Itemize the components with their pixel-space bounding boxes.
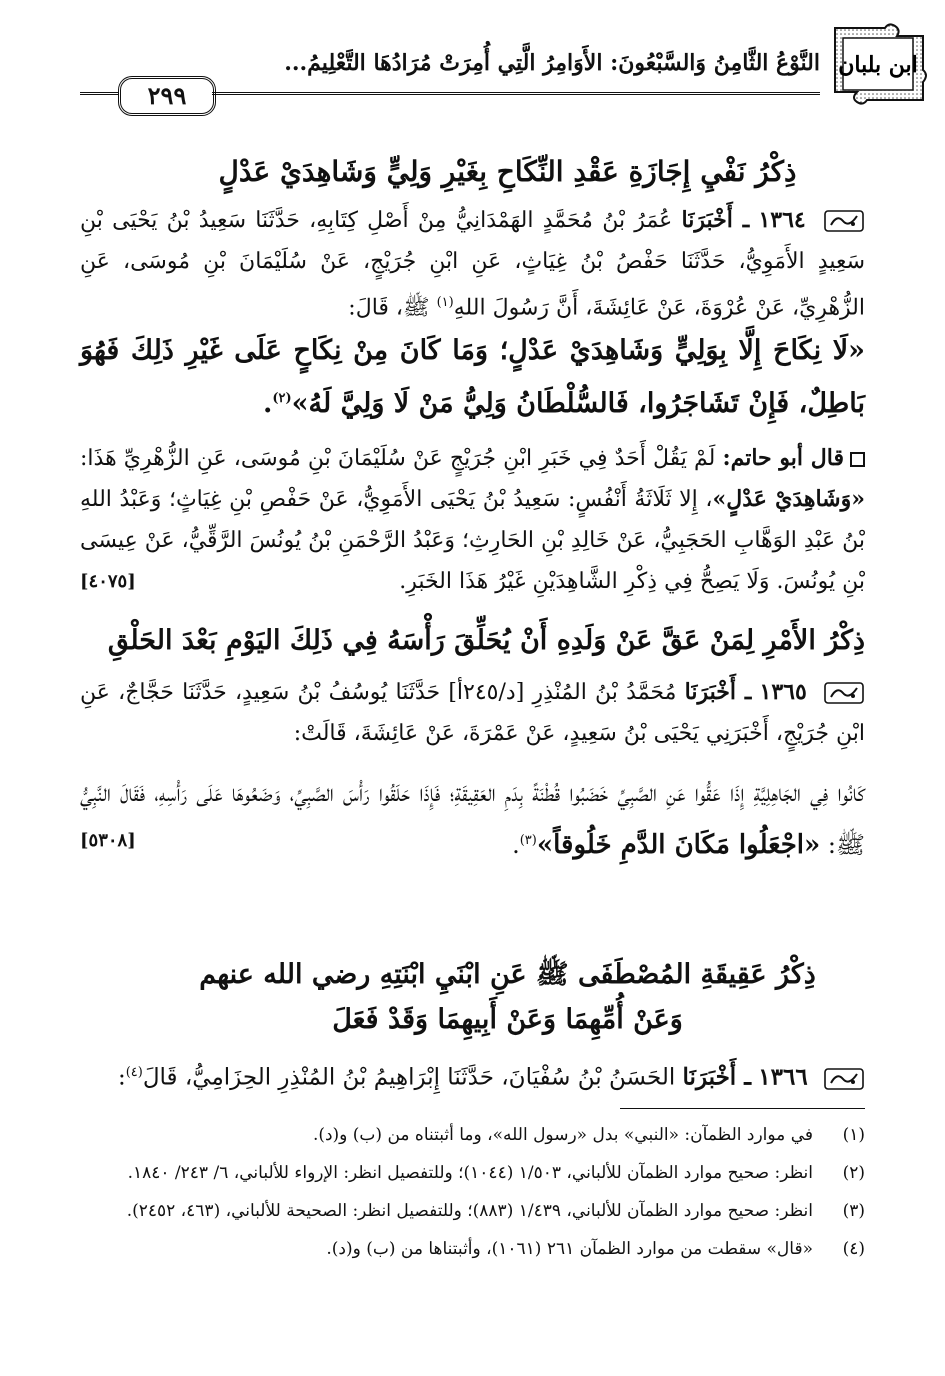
commentary-text-1: لَمْ يَقُلْ أَحَدٌ فِي خَبَرِ ابْنِ جُرَيْجٍ عَنْ سُلَيْمَانَ بْنِ مُوسَى، عَنِ الزُّهْرِيِّ هَذَا: bbox=[80, 446, 723, 471]
chapter-heading-line: ذِكْرُ نَفْيِ إِجَازَةِ عَقْدِ النِّكَاحِ بِغَيْرِ وَلِيٍّ وَشَاهِدَيْ عَدْلٍ bbox=[218, 155, 797, 188]
isnad-text: عُمَرُ بْنُ مُحَمَّدٍ الهَمْدَانِيُّ مِنْ أَصْلِ كِتَابِهِ، حَدَّثَنَا سَعِيدُ بْنُ يَحْيَى بْنِ سَعِيدٍ الأَمَوِيُّ، حَدَّثَنَا حَفْصُ بْنُ غِيَاثٍ، عَنِ ابْنِ جُرَيْجٍ، عَنْ سُلَيْمَانَ بْنِ مُوسَى، عَنِ الزُّهْرِيِّ، عَنْ عُرْوَةَ، عَنْ عَائِشَةَ، أَنَّ رَسُولَ اللهِ bbox=[80, 208, 865, 321]
corner-label: ابن بلبان bbox=[838, 52, 918, 78]
footnotes bbox=[80, 1120, 865, 1272]
hadith-narration: ١٣٦٦ ـ أَخْبَرَنَا الحَسَنُ بْنُ سُفْيَانَ، حَدَّثَنَا إِبْرَاهِيمُ بْنُ المُنْذِرِ الحِزَامِيُّ، قَالَ$^{(٤)}$: bbox=[80, 1052, 865, 1099]
hadith-number: ١٣٦٦ bbox=[758, 1063, 808, 1091]
footnote bbox=[80, 1158, 865, 1188]
footnote-text: انظر: صحيح موارد الظمآن للألباني، ١/٥٠٣ (١٠٤٤)؛ وللتفصيل انظر: الإرواء للألباني، ٦/ ٢٤٣/ ١٨٤٠. bbox=[127, 1163, 813, 1183]
commentary-speaker: قال أبو حاتم: bbox=[722, 445, 845, 471]
hadith-body bbox=[80, 770, 865, 869]
commentary bbox=[80, 438, 865, 602]
hadith-matn bbox=[80, 327, 865, 428]
chapter-heading bbox=[150, 152, 865, 191]
page-number: ٢٩٩ bbox=[118, 76, 216, 116]
square-bullet-icon bbox=[850, 452, 865, 467]
isnad-text: مُحَمَّدُ بْنُ المُنْذِرِ [د/٢٤٥أ] حَدَّثَنَا يُوسُفُ بْنُ سَعِيدٍ، حَدَّثَنَا حَجَّاجٌ، عَنِ ابْنِ جُرَيْجٍ، أَخْبَرَنِي يَحْيَى بْنُ سَعِيدٍ، عَنْ عَمْرَةَ، عَنْ عَائِشَةَ، قَالَتْ: bbox=[80, 680, 865, 746]
hadith-marker-icon bbox=[823, 680, 865, 706]
body-text: كَانُوا فِي الجَاهِلِيَّةِ إِذَا عَقُّوا عَنِ الصَّبِيِّ خَضَبُوا قُطْنَةً بِدَمِ العَقِيقَةِ؛ فَإِذَا حَلَقُوا رَأْسَ الصَّبِيِّ، وَضَعُوهَا عَلَى رَأْسِهِ، فَقَالَ النَّبِيُّ ﷺ: bbox=[80, 779, 866, 859]
chapter-heading bbox=[150, 952, 865, 1042]
hadith-number: ١٣٦٥ bbox=[759, 679, 807, 705]
body-quote: «اجْعَلُوا مَكَانَ الدَّمِ خَلُوقاً» bbox=[536, 830, 821, 860]
footnote-text: «قال» سقطت من موارد الظمآن ٢٦١ (١٠٦١)، وأثبتناها من (ب) و(د). bbox=[326, 1239, 813, 1259]
footnote-number: (٣) bbox=[842, 1201, 865, 1221]
footnote-marker: (٢) bbox=[272, 391, 292, 406]
footnote bbox=[80, 1120, 865, 1150]
footnote-text: في موارد الظمآن: «النبي» بدل «رسول الله»، وما أثبتناه من (ب) و(د). bbox=[312, 1125, 813, 1145]
footnote-text: انظر: صحيح موارد الظمآن للألباني، ١/٤٣٩ (٨٨٣)؛ وللتفصيل انظر: الصحيحة للألباني، (٤٦٣، ٢٤٥٢). bbox=[126, 1201, 813, 1221]
hadith-number: ١٣٦٤ bbox=[758, 207, 806, 233]
footnote-separator bbox=[620, 1108, 865, 1109]
isnad-end: : bbox=[117, 1064, 126, 1091]
footnote bbox=[80, 1196, 865, 1226]
hadith-narration: ١٣٦٤ ـ أَخْبَرَنَا عُمَرُ بْنُ مُحَمَّدٍ الهَمْدَانِيُّ مِنْ أَصْلِ كِتَابِهِ، حَدَّثَنَا سَعِيدُ بْنُ يَحْيَى بْنِ سَعِيدٍ الأَمَوِيُّ، حَدَّثَنَا حَفْصُ بْنُ غِيَاثٍ، عَنِ ابْنِ جُرَيْجٍ، عَنْ سُلَيْمَانَ بْنِ مُوسَى، عَنِ الزُّهْرِيِّ، عَنْ عُرْوَةَ، عَنْ عَائِشَةَ، أَنَّ رَسُولَ اللهِ$^{(١)}$ ﷺ، قَالَ: bbox=[80, 207, 865, 321]
header-rule bbox=[212, 92, 820, 95]
footnote-number: (٤) bbox=[842, 1239, 865, 1259]
chapter-heading-line: وَعَنْ أُمِّهِمَا وَعَنْ أَبِيهِمَا وَقَدْ فَعَلَ bbox=[332, 1004, 683, 1035]
footnote-number: (١) bbox=[842, 1125, 865, 1145]
footnote-marker: (١) bbox=[436, 295, 454, 310]
running-head: النَّوْعُ الثَّامِنُ وَالسَّبْعُونَ: الأَوَامِرُ الَّتِي أُمِرَتْ مُرَادُهَا التَّعْلِيمُ... bbox=[284, 50, 820, 76]
chapter-heading bbox=[107, 622, 865, 660]
matn-end: . bbox=[262, 388, 273, 419]
chapter-heading-line: ذِكْرُ الأَمْرِ لِمَنْ عَقَّ عَنْ وَلَدِهِ أَنْ يُحَلِّقَ رَأْسَهُ فِي ذَلِكَ اليَوْمِ بَعْدَ الحَلْقِ bbox=[107, 625, 865, 656]
reference-number: [٤٠٧٥] bbox=[80, 571, 136, 592]
hadith-marker-icon bbox=[823, 208, 865, 234]
akhbarana-label: أَخْبَرَنَا bbox=[682, 1063, 737, 1091]
footnote bbox=[80, 1234, 865, 1264]
corner-ornament bbox=[827, 20, 929, 106]
reference-number: [٥٣٠٨] bbox=[80, 830, 136, 851]
matn-text: «لَا نِكَاحَ إِلَّا بِوَلِيٍّ وَشَاهِدَيْ عَدْلٍ؛ وَمَا كَانَ مِنْ نِكَاحٍ عَلَى غَيْرِ ذَلِكَ فَهُوَ بَاطِلٌ، فَإِنْ تَشَاجَرُوا، فَالسُّلْطَانُ وَلِيُّ مَنْ لَا وَلِيَّ لَهُ» bbox=[80, 335, 865, 419]
puzzle-ornament-icon bbox=[827, 20, 929, 106]
body-end: . bbox=[512, 831, 520, 859]
hadith-narration: ١٣٦٥ ـ أَخْبَرَنَا مُحَمَّدُ بْنُ المُنْذِرِ [د/٢٤٥أ] حَدَّثَنَا يُوسُفُ بْنُ سَعِيدٍ، حَدَّثَنَا حَجَّاجٌ، عَنِ ابْنِ جُرَيْجٍ، أَخْبَرَنِي يَحْيَى بْنُ سَعِيدٍ، عَنْ عَمْرَةَ، عَنْ عَائِشَةَ، قَالَتْ: bbox=[80, 679, 865, 746]
akhbarana-label: أَخْبَرَنَا bbox=[684, 679, 736, 705]
footnote-marker: (٣) bbox=[519, 833, 537, 848]
hadith-marker-icon bbox=[823, 1066, 865, 1092]
isnad-text: الحَسَنُ بْنُ سُفْيَانَ، حَدَّثَنَا إِبْرَاهِيمُ بْنُ المُنْذِرِ الحِزَامِيُّ، قَالَ bbox=[142, 1064, 676, 1091]
chapter-heading-line: ذِكْرُ عَقِيقَةِ المُصْطَفَى ﷺ عَنِ ابْنَيِ ابْنَتِهِ رضي الله عنهم bbox=[199, 959, 816, 990]
header-rule-left bbox=[80, 92, 118, 95]
commentary-text-2: ، إِلا ثَلَاثَةُ أَنْفُسٍ: سَعِيدُ بْنُ يَحْيَى الأَمَوِيُّ، عَنْ حَفْصِ بْنِ غِيَاثٍ؛ وَعَبْدُ اللهِ بْنُ عَبْدِ الوَهَّابِ الحَجَبِيُّ، عَنْ خَالِدِ بْنِ الحَارِثِ؛ وَعَبْدُ الرَّحْمَنِ بْنُ يُونُسَ الرَّقِّيُّ، عَنْ عِيسَى بْنِ يُونُسَ. وَلَا يَصِحُّ فِي ذِكْرِ الشَّاهِدَيْنِ غَيْرُ هَذَا الخَبَرِ. bbox=[80, 487, 865, 594]
commentary-quote: «وَشَاهِدَيْ عَدْلٍ» bbox=[712, 486, 865, 512]
footnote-number: (٢) bbox=[842, 1163, 865, 1183]
footnote-marker: (٤) bbox=[125, 1065, 143, 1080]
akhbarana-label: أَخْبَرَنَا bbox=[681, 207, 733, 233]
isnad-end: ﷺ، قَالَ: bbox=[348, 295, 437, 321]
